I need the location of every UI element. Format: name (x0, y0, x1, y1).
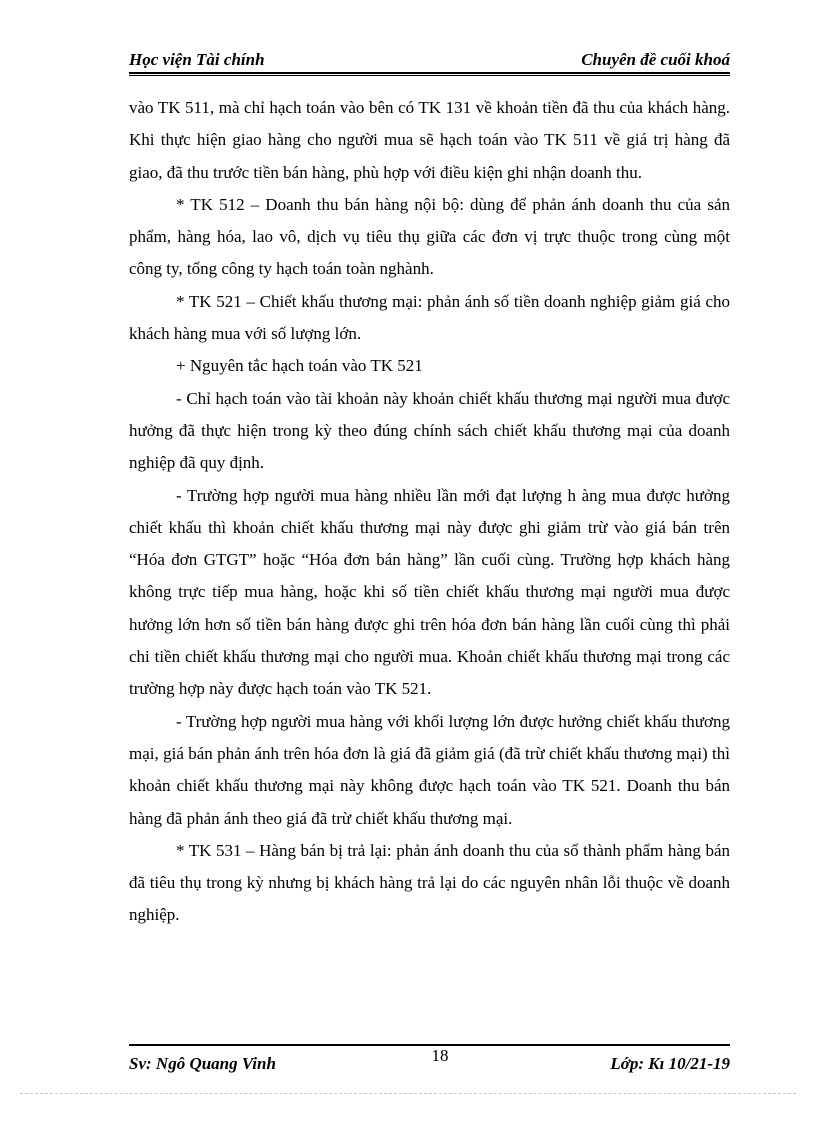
paragraph-tk521: * TK 521 – Chiết khấu thương mại: phản ánh số tiền doanh nghiệp giảm giá cho khách hàng mua với số lượng lớn. (129, 291, 730, 344)
header-divider (129, 75, 730, 76)
header-institution: Học viện Tài chính (129, 50, 265, 69)
paragraph-continuation: vào TK 511, mà chỉ hạch toán vào bên có TK 131 về khoản tiền đã thu của khách hàng. Khi thực hiện giao hàng cho người mua sẽ hạch toán vào TK 511 về giá trị hàng đã giao, đã thu trước tiền bán hàng, phù hợp với điều kiện ghi nhận doanh thu. (129, 98, 730, 182)
page-header (129, 46, 730, 74)
paragraph-tk531: * TK 531 – Hàng bán bị trả lại: phản ánh doanh thu của số thành phẩm hàng bán đã tiêu thụ trong kỳ nhưng bị khách hàng trả lại do các nguyên nhân lỗi thuộc về doanh nghiệp. (129, 840, 730, 925)
page-bottom-edge (20, 1093, 796, 1094)
paragraph-tk512: * TK 512 – Doanh thu bán hàng nội bộ: dùng để phản ánh doanh thu của sản phẩm, hàng hóa, lao vô, dịch vụ tiêu thụ giữa các đơn vị trực thuộc trong cùng một công ty, tổng công ty hạch toán toàn nghành. (129, 194, 730, 279)
footer-student-name: Sv: Ngô Quang Vinh (129, 1054, 276, 1073)
page-number: 18 (431, 1046, 449, 1065)
header-document-title: Chuyên đề cuối khoá (581, 50, 730, 69)
paragraph-rule-1: - Chỉ hạch toán vào tài khoản này khoản chiết khấu thương mại người mua được hưởng đã thực hiện trong kỳ theo đúng chính sách chiết khấu thương mại của doanh nghiệp đã quy định. (129, 388, 730, 473)
paragraph-principles-heading: + Nguyên tắc hạch toán vào TK 521 (176, 356, 423, 376)
document-body (129, 92, 730, 932)
paragraph-rule-2: - Trường hợp người mua hàng nhiều lần mới đạt lượng h àng mua được hưởng chiết khấu thì khoản chiết khấu thương mại này được ghi giảm trừ vào giá bán trên “Hóa đơn GTGT” hoặc “Hóa đơn bán hàng” lần cuối cùng. Trường hợp khách hàng không trực tiếp mua hàng, hoặc khi số tiền chiết khấu thương mại người mua được hưởng lớn hơn số tiền bán hàng được ghi trên hóa đơn bán hàng lần cuối cùng thì phải chi tiền chiết khấu thương mại cho người mua. Khoản chiết khấu thương mại trong các trường hợp này được hạch toán vào TK 521. (129, 485, 730, 699)
paragraph-rule-3: - Trường hợp người mua hàng với khối lượng lớn được hưởng chiết khấu thương mại, giá bán phản ánh trên hóa đơn là giá đã giảm giá (đã trừ chiết khấu thương mại) thì khoản chiết khấu thương mại này không được hạch toán vào TK 521. Doanh thu bán hàng đã phản ánh theo giá đã trừ chiết khấu thương mại. (129, 711, 730, 828)
footer-class: Lớp: Kı 10/21-19 (610, 1054, 730, 1073)
